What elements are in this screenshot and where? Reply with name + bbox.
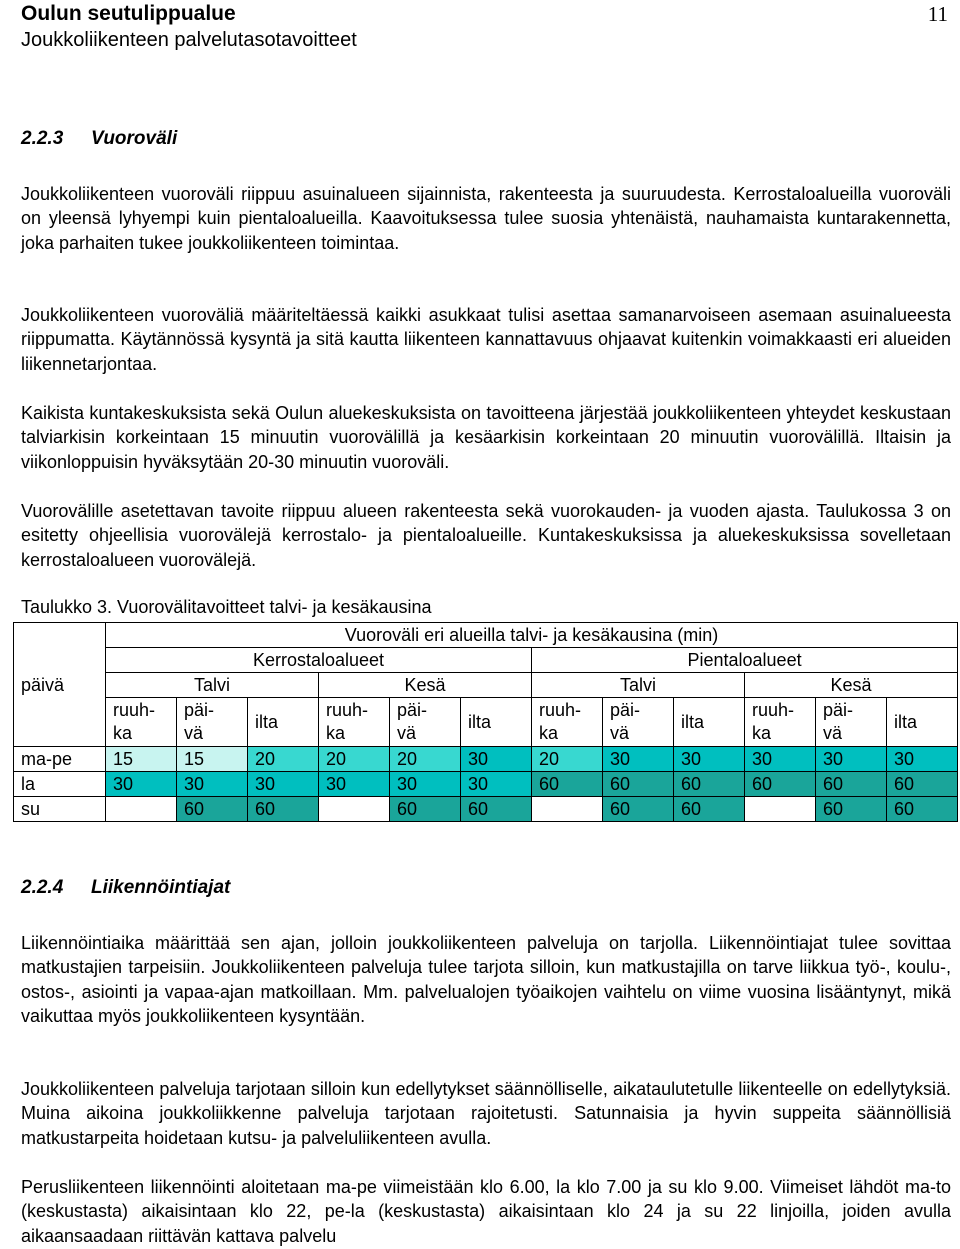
header-subtitle: Joukkoliikenteen palvelutasotavoitteet bbox=[21, 29, 357, 51]
section-title: Vuoroväli bbox=[91, 128, 178, 149]
table-cell: 30 bbox=[816, 747, 887, 772]
paragraph: Liikennöintiaika määrittää sen ajan, jolloin joukkoliikenteen palveluja on tarjolla. Liikennöintiajat tulee sovittaa matkustajien tarpeisiin. Joukkoliikenteen palveluja tulee tarjota silloin, kun matkustajilla on tarve liikkua työ-, koulu-, ostos-, asiointi ja vapaa-ajan matkoillaan. Mm. palvelualojen työaikojen vaihtelu on viime vuosina lisääntynyt, mikä vaikuttaa myös joukkoliikenteen kysyntään. bbox=[21, 933, 951, 1026]
col-header-day: päi- vä bbox=[390, 698, 461, 747]
paragraph: Perusliikenteen liikennöinti aloitetaan ma-pe viimeistään klo 6.00, la klo 7.00 ja su klo 9.00. Viimeiset lähdöt ma-to (keskustasta) aikaisintaan klo 22, pe-la (keskustasta) aikaisintaan klo 24 ja su 22 linjoilla, joiden avulla aikaansaadaan riittävän kattava palvelu bbox=[21, 1177, 951, 1246]
table-cell: 20 bbox=[532, 747, 603, 772]
season-header: Kesä bbox=[319, 673, 532, 698]
paragraph: Joukkoliikenteen palveluja tarjotaan silloin kun edellytykset säännölliselle, aikataulutetulle liikenteelle on edellytyksiä. Muina aikoina joukkoliikkenne palveluja tarjotaan rajoitetusti. Satunnaisia ja hyvin suppeita säännöllisiä matkustarpeita hoidetaan kutsu- ja palveluliikenteen avulla. bbox=[21, 1079, 951, 1148]
table-cell: 15 bbox=[106, 747, 177, 772]
col-header-rush: ruuh- ka bbox=[532, 698, 603, 747]
table-top-header: Vuoroväli eri alueilla talvi- ja kesäkausina (min) bbox=[106, 623, 958, 648]
service-interval-table bbox=[13, 622, 958, 822]
section-number: 2.2.4 bbox=[21, 877, 64, 898]
table-cell bbox=[106, 797, 177, 822]
table-cell: 60 bbox=[390, 797, 461, 822]
table-cell: 15 bbox=[177, 747, 248, 772]
table-cell: 60 bbox=[816, 797, 887, 822]
table-cell: 60 bbox=[674, 797, 745, 822]
table-cell: 60 bbox=[603, 797, 674, 822]
table-cell: 30 bbox=[319, 772, 390, 797]
season-header: Talvi bbox=[532, 673, 745, 698]
paragraph: Joukkoliikenteen vuoroväli riippuu asuinalueen sijainnista, rakenteesta ja suuruudesta. Kerrostaloalueilla vuoroväli on yleensä lyhyempi kuin pientaloalueilla. Kaavoituksessa tulee suosia yhtenäistä, nauhamaista kuntarakennetta, joka parhaiten tukee joukkoliikenteen toimintaa. bbox=[21, 184, 951, 253]
table-cell bbox=[532, 797, 603, 822]
table-cell: 20 bbox=[248, 747, 319, 772]
table-cell: 20 bbox=[319, 747, 390, 772]
table-cell bbox=[745, 797, 816, 822]
table-cell: 60 bbox=[745, 772, 816, 797]
table-cell: 30 bbox=[106, 772, 177, 797]
table-cell: 20 bbox=[390, 747, 461, 772]
paragraph: Vuorovälille asetettavan tavoite riippuu alueen rakenteesta sekä vuorokauden- ja vuoden ajasta. Taulukossa 3 on esitetty ohjeellisia vuorovälejä kerrostalo- ja pientaloalueille. Kuntakeskuksissa ja aluekeskuksissa sovelletaan kerrostaloalueen vuorovälejä. bbox=[21, 501, 951, 570]
table-cell: 30 bbox=[461, 772, 532, 797]
table-cell: 30 bbox=[248, 772, 319, 797]
col-header-rush: ruuh- ka bbox=[106, 698, 177, 747]
table-cell: 60 bbox=[887, 772, 958, 797]
page-number: 11 bbox=[927, 2, 948, 26]
area-header-pientalo: Pientaloalueet bbox=[532, 648, 958, 673]
season-header: Talvi bbox=[106, 673, 319, 698]
row-header-day: päivä bbox=[14, 623, 106, 747]
row-label: ma-pe bbox=[14, 747, 106, 772]
table-cell: 60 bbox=[674, 772, 745, 797]
table-cell: 30 bbox=[603, 747, 674, 772]
table-cell: 60 bbox=[887, 797, 958, 822]
header-title: Oulun seutulippualue bbox=[21, 2, 236, 25]
table-row bbox=[14, 772, 958, 797]
col-header-rush: ruuh- ka bbox=[745, 698, 816, 747]
col-header-evening: ilta bbox=[887, 698, 958, 747]
table-cell: 60 bbox=[248, 797, 319, 822]
table-cell: 60 bbox=[603, 772, 674, 797]
season-header: Kesä bbox=[745, 673, 958, 698]
table-cell: 60 bbox=[816, 772, 887, 797]
table-cell: 30 bbox=[674, 747, 745, 772]
row-label: la bbox=[14, 772, 106, 797]
col-header-rush: ruuh- ka bbox=[319, 698, 390, 747]
col-header-day: päi- vä bbox=[816, 698, 887, 747]
paragraph: Joukkoliikenteen vuoroväliä määriteltäessä kaikki asukkaat tulisi asettaa samanarvoiseen asemaan asuinalueesta riippumatta. Käytännössä kysyntä ja sitä kautta liikenteen kannattavuus ohjaavat kuitenkin voimakkaasti eri alueiden liikennetarjontaa. bbox=[21, 305, 951, 374]
table-cell: 60 bbox=[461, 797, 532, 822]
table-cell: 60 bbox=[177, 797, 248, 822]
table-cell: 30 bbox=[461, 747, 532, 772]
table-row bbox=[14, 747, 958, 772]
col-header-day: päi- vä bbox=[177, 698, 248, 747]
col-header-evening: ilta bbox=[248, 698, 319, 747]
table-cell bbox=[319, 797, 390, 822]
table-cell: 30 bbox=[887, 747, 958, 772]
table-row bbox=[14, 797, 958, 822]
table-caption: Taulukko 3. Vuorovälitavoitteet talvi- ja kesäkausina bbox=[21, 597, 432, 617]
col-header-evening: ilta bbox=[674, 698, 745, 747]
section-heading-liikennointiajat bbox=[21, 877, 230, 899]
section-title: Liikennöintiajat bbox=[91, 877, 231, 898]
section-heading-vuorovali bbox=[21, 128, 177, 150]
table-cell: 60 bbox=[532, 772, 603, 797]
table-cell: 30 bbox=[177, 772, 248, 797]
paragraph: Kaikista kuntakeskuksista sekä Oulun aluekeskuksista on tavoitteena järjestää joukkoliikenteen yhteydet keskustaan talviarkisin korkeintaan 15 minuutin vuorovälillä ja kesäarkisin korkeintaan 20 minuutin vuorovälillä. Iltaisin ja viikonloppuisin hyväksytään 20-30 minuutin vuoroväli. bbox=[21, 403, 951, 472]
area-header-kerrostalo: Kerrostaloalueet bbox=[106, 648, 532, 673]
table-cell: 30 bbox=[745, 747, 816, 772]
col-header-day: päi- vä bbox=[603, 698, 674, 747]
col-header-evening: ilta bbox=[461, 698, 532, 747]
section-number: 2.2.3 bbox=[21, 128, 64, 149]
table-cell: 30 bbox=[390, 772, 461, 797]
row-label: su bbox=[14, 797, 106, 822]
